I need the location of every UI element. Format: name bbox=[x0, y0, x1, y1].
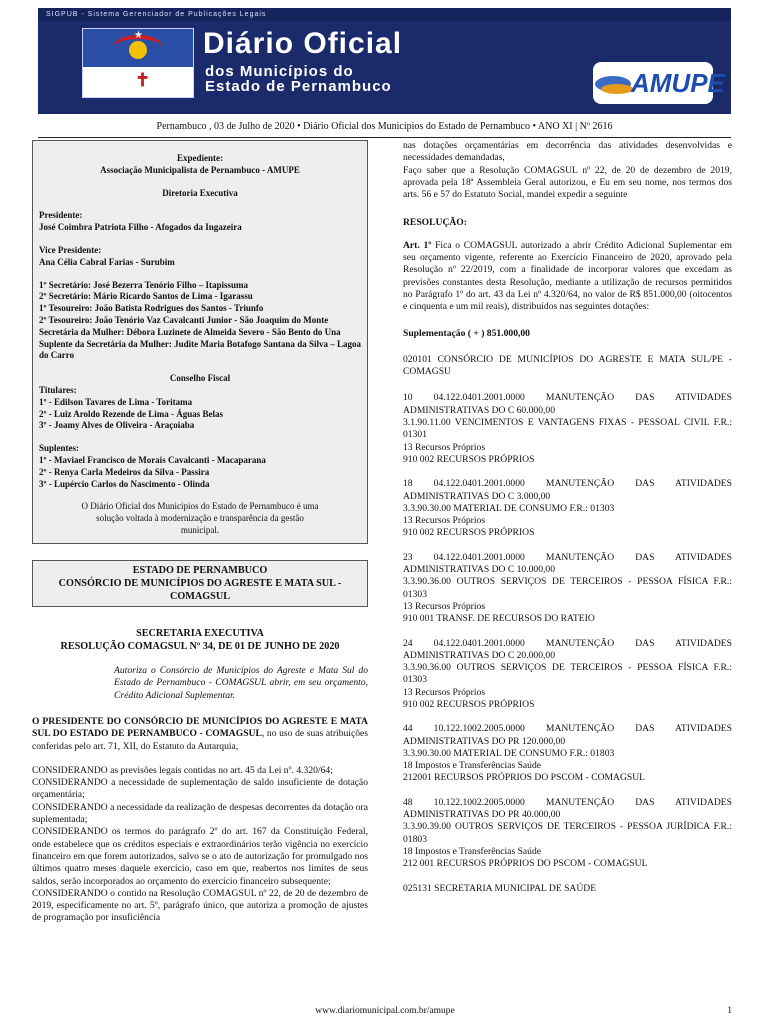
association-name: Associação Municipalista de Pernambuco - AMUPE bbox=[100, 164, 300, 175]
considerando: CONSIDERANDO os termos do parágrafo 2º do art. 167 da Constituição Federal, onde estabelece que os créditos especiais e extraordinários terão vigência no exercício financeiro em que forem autorizados, salvo se o ato de autorização for promulgado nos últimos quatro meses daquele exercício, caso em que, reabertos nos limites de seus saldos, serão incorporados ao orçamento do exercício financeiro subsequente; bbox=[32, 826, 368, 887]
intro-paragraph bbox=[32, 716, 368, 753]
member-line: 1º Secretário: José Bezerra Tenório Filho – Itapissuma bbox=[39, 279, 249, 290]
titulares-label: Titulares: bbox=[39, 384, 77, 395]
masthead-subtitle-1: dos Municípios do bbox=[205, 63, 354, 80]
member-line: Suplente da Secretária da Mulher: Judite Maria Botafogo Santana da Silva – Lagoa do Carro bbox=[39, 338, 361, 361]
vice-name: Ana Célia Cabral Farias - Surubim bbox=[39, 256, 175, 267]
entry-line: 13 Recursos Próprios bbox=[403, 600, 486, 612]
entry-line: 910 002 RECURSOS PRÓPRIOS bbox=[403, 698, 535, 710]
vice-label: Vice Presidente: bbox=[39, 244, 102, 255]
article-1-text: Fica o COMAGSUL autorizado a abrir Crédito Adicional Suplementar em seu orçamento vigente, referente ao Exercício Financeiro de 2020, aprovado pela Resolução nº 22/2019, com a finalidade de incorporar valores que excedam as previsões constantes desta Resolução, mediante a utilização de recursos permitidos no Parágrafo 1º do art. 43 da Lei nº 4.320/64, no valor de R$ 851.000,00 (oitocentos e cinquenta e um mil reais), distribuídos nas seguintes dotações: bbox=[403, 239, 732, 313]
entry-line: 910 002 RECURSOS PRÓPRIOS bbox=[403, 453, 535, 465]
left-column bbox=[32, 140, 368, 925]
entry-line: 3.3.90.36.00 OUTROS SERVIÇOS DE TERCEIROS - PESSOA FÍSICA F.R.: 01303 bbox=[403, 576, 732, 600]
entry-line: 18 04.122.0401.2001.0000 MANUTENÇÃO DAS ATIVIDADES ADMINISTRATIVAS DO C 3.000,00 bbox=[403, 478, 732, 502]
consortium-heading: CONSÓRCIO DE MUNICÍPIOS DO AGRESTE E MATA SUL - COMAGSUL bbox=[58, 577, 342, 602]
suplente-line: 2º - Renya Carla Medeiros da Silva - Passira bbox=[39, 466, 210, 477]
intro-rest: , no uso de suas atribuições conferidas pelo art. 71, XII, do Estatuto da Autarquia, bbox=[32, 728, 368, 752]
budget-entry bbox=[403, 552, 732, 626]
fiscal-title: Conselho Fiscal bbox=[169, 373, 231, 384]
budget-entry bbox=[403, 392, 732, 466]
entry-line: 24 04.122.0401.2001.0000 MANUTENÇÃO DAS ATIVIDADES ADMINISTRATIVAS DO C 20.000,00 bbox=[403, 637, 732, 661]
expediente-box bbox=[32, 140, 368, 544]
titular-line: 2º - Luiz Aroldo Rezende de Lima - Águas Belas bbox=[39, 408, 224, 419]
suplente-line: 3º - Lupércio Carlos do Nascimento - Olinda bbox=[39, 478, 210, 489]
member-line: 2º Tesoureiro: João Tenório Vaz Cavalcanti Junior - São Joaquim do Monte bbox=[39, 314, 329, 325]
amupe-logo bbox=[593, 62, 725, 104]
suplente-line: 1º - Maviael Francisco de Morais Cavalcanti - Macaparana bbox=[39, 454, 266, 465]
footer-url[interactable]: www.diariomunicipal.com.br/amupe bbox=[315, 1006, 455, 1016]
entry-line: 18 Impostos e Transferências Saúde bbox=[403, 760, 542, 772]
article-1-label: Art. 1º bbox=[403, 239, 432, 251]
entry-line: 910 002 RECURSOS PRÓPRIOS bbox=[403, 527, 535, 539]
member-line: Secretária da Mulher: Débora Luzinete de Almeida Severo - São Bento do Una bbox=[39, 326, 341, 337]
entry-line: 18 Impostos e Transferências Saúde bbox=[403, 845, 542, 857]
article-1 bbox=[403, 240, 732, 314]
header-banner bbox=[38, 8, 731, 114]
system-line: SIGPUB - Sistema Gerenciador de Publicações Legais bbox=[38, 8, 731, 21]
entry-line: 13 Recursos Próprios bbox=[403, 441, 486, 453]
suplementacao-total: Suplementação ( + ) 851.000,00 bbox=[403, 327, 530, 339]
resolution-summary: Autoriza o Consórcio de Municípios do Agreste e Mata Sul do Estado de Pernambuco - COMAGSUL abrir, em seu orçamento, Crédito Adicional Suplementar. bbox=[114, 664, 368, 701]
entry-line: 212001 RECURSOS PRÓPRIOS DO PSCOM - COMAGSUL bbox=[403, 772, 646, 784]
masthead-subtitle-2: Estado de Pernambuco bbox=[205, 78, 392, 95]
entry-line: 3.1.90.11.00 VENCIMENTOS E VANTAGENS FIXAS - PESSOAL CIVIL F.R.: 01301 bbox=[403, 417, 732, 441]
budget-entry bbox=[403, 478, 732, 539]
considerando: CONSIDERANDO a necessidade da realização de despesas decorrentes da dotação ora suplementada; bbox=[32, 801, 368, 826]
resolution-title bbox=[32, 627, 368, 653]
budget-entry bbox=[403, 797, 732, 871]
page-number: 1 bbox=[727, 1006, 732, 1016]
president-name: José Coimbra Patriota Filho - Afogados da Ingazeira bbox=[39, 222, 242, 233]
intro-bold: O PRESIDENTE DO CONSÓRCIO DE MUNICÍPIOS DO AGRESTE E MATA SUL DO ESTADO DE PERNAMBUCO - COMAGSUL bbox=[32, 715, 368, 740]
entry-line: 3.3.90.39.00 OUTROS SERVIÇOS DE TERCEIROS - PESSOA JURÍDICA F.R.: 01803 bbox=[403, 821, 732, 845]
entry-line: 3.3.90.30.00 MATERIAL DE CONSUMO F.R.: 01303 bbox=[403, 502, 615, 514]
board-title: Diretoria Executiva bbox=[162, 187, 238, 198]
resolucao-label: RESOLUÇÃO: bbox=[403, 217, 467, 229]
entry-line: 3.3.90.30.00 MATERIAL DE CONSUMO F.R.: 01803 bbox=[403, 747, 615, 759]
entry-line: 13 Recursos Próprios bbox=[403, 686, 486, 698]
masthead-title: Diário Oficial bbox=[203, 27, 403, 60]
amupe-logo-text: AMUPE bbox=[631, 68, 725, 98]
suplentes-label: Suplentes: bbox=[39, 443, 80, 454]
state-heading: ESTADO DE PERNAMBUCO bbox=[132, 564, 268, 576]
health-secretariat-unit: 025131 SECRETARIA MUNICIPAL DE SAÚDE bbox=[403, 882, 597, 894]
entry-line: 23 04.122.0401.2001.0000 MANUTENÇÃO DAS ATIVIDADES ADMINISTRATIVAS DO C 10.000,00 bbox=[403, 551, 732, 576]
entry-line: 10 04.122.0401.2001.0000 MANUTENÇÃO DAS ATIVIDADES ADMINISTRATIVAS DO C 60.000,00 bbox=[403, 392, 732, 416]
considerando: CONSIDERANDO as previsões legais contidas no art. 45 da Lei nº. 4.320/64; bbox=[32, 764, 333, 776]
budget-unit: 020101 CONSÓRCIO DE MUNICÍPIOS DO AGRESTE E MATA SUL/PE - COMAGSU bbox=[403, 353, 732, 378]
issue-dateline: Pernambuco , 03 de Julho de 2020 • Diário Oficial dos Municípios do Estado de Pernambuco • ANO XI | Nº 2616 bbox=[38, 119, 731, 138]
member-line: 2º Secretário: Mário Ricardo Santos de Lima - Igarassu bbox=[39, 291, 253, 302]
pernambuco-flag-icon: ★ ✝ bbox=[82, 28, 194, 98]
titular-line: 3º - Joamy Alves de Oliveira - Araçoiaba bbox=[39, 420, 195, 431]
closing-note: O Diário Oficial dos Municípios do Estado de Pernambuco é uma solução voltada à modernização e transparência da gestão municipal. bbox=[81, 501, 319, 535]
continuation-text: nas dotações orçamentárias em decorrência das atividades desenvolvidas e necessidades demandadas, bbox=[403, 140, 732, 164]
entry-line: 910 001 TRANSF. DE RECURSOS DO RATEIO bbox=[403, 613, 595, 625]
resolution-number: RESOLUÇÃO COMAGSUL Nº 34, DE 01 DE JUNHO DE 2020 bbox=[60, 640, 340, 652]
titular-line: 1º - Edilson Tavares de Lima - Toritama bbox=[39, 396, 193, 407]
entry-line: 212 001 RECURSOS PRÓPRIOS DO PSCOM - COMAGSUL bbox=[403, 858, 648, 870]
expediente-title: Expediente: bbox=[177, 153, 223, 163]
member-line: 1º Tesoureiro: João Batista Rodrigues dos Santos - Triunfo bbox=[39, 303, 264, 314]
section-heading bbox=[32, 560, 368, 607]
secretaria-title: SECRETARIA EXECUTIVA bbox=[136, 627, 264, 639]
entry-line: 44 10.122.1002.2005.0000 MANUTENÇÃO DAS ATIVIDADES ADMINISTRATIVAS DO PR 120.000,00 bbox=[403, 723, 732, 747]
entry-line: 13 Recursos Próprios bbox=[403, 515, 486, 527]
entry-line: 48 10.122.1002.2005.0000 MANUTENÇÃO DAS ATIVIDADES ADMINISTRATIVAS DO PR 40.000,00 bbox=[403, 796, 732, 821]
president-label: Presidente: bbox=[39, 210, 83, 221]
entry-line: 3.3.90.36.00 OUTROS SERVIÇOS DE TERCEIROS - PESSOA FÍSICA F.R.: 01303 bbox=[403, 662, 732, 686]
right-column bbox=[403, 140, 732, 895]
budget-entry bbox=[403, 638, 732, 712]
considerando: CONSIDERANDO a necessidade de suplementação de saldo insuficiente de dotação orçamentária; bbox=[32, 777, 368, 801]
budget-entry bbox=[403, 723, 732, 784]
faco-saber-text: Faço saber que a Resolução COMAGSUL nº 22, de 20 de dezembro de 2019, aprovada pela 18ª Assembleia Geral autorizou, e Eu em seu nome, nos termos dos arts. 56 e 57 do Estatuto Social, mandei expedir a seguinte bbox=[403, 164, 732, 201]
considerando: CONSIDERANDO o contido na Resolução COMAGSUL nº 22, de 20 de dezembro de 2019, especificamente no art. 5º, parágrafo único, que autoriza a promoção de ajustes de programação por insuficiência bbox=[32, 887, 368, 924]
